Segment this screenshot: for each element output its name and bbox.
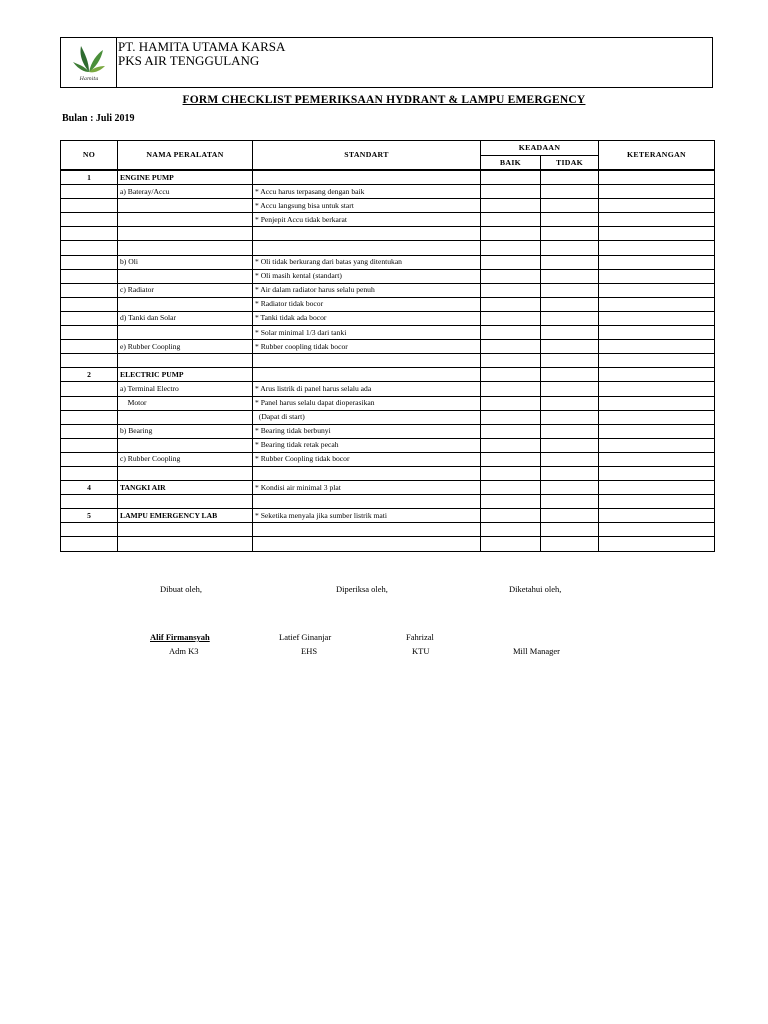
cell-nama-peralatan (118, 241, 253, 255)
diperiksa-label: Diperiksa oleh, (336, 584, 388, 594)
header-baik: BAIK (481, 156, 541, 171)
cell-no (61, 466, 118, 480)
cell-keterangan (599, 452, 715, 466)
cell-baik (481, 297, 541, 311)
cell-standart (253, 523, 481, 537)
company-site: PKS AIR TENGGULANG (118, 53, 260, 68)
cell-keterangan (599, 481, 715, 495)
cell-nama-peralatan: b) Bearing (118, 424, 253, 438)
cell-no (61, 537, 118, 551)
cell-tidak (541, 283, 599, 297)
cell-no (61, 523, 118, 537)
cell-tidak (541, 410, 599, 424)
cell-no (61, 396, 118, 410)
cell-baik (481, 241, 541, 255)
cell-nama-peralatan (118, 537, 253, 551)
cell-nama-peralatan: ELECTRIC PUMP (118, 368, 253, 382)
cell-standart (253, 227, 481, 241)
header-standart: STANDART (253, 141, 481, 171)
header-nama-peralatan: NAMA PERALATAN (118, 141, 253, 171)
cell-tidak (541, 269, 599, 283)
cell-baik (481, 466, 541, 480)
cell-keterangan (599, 311, 715, 325)
table-row (61, 452, 715, 466)
cell-no: 5 (61, 509, 118, 523)
cell-nama-peralatan (118, 213, 253, 227)
cell-keterangan (599, 283, 715, 297)
cell-tidak (541, 354, 599, 368)
cell-tidak (541, 523, 599, 537)
cell-tidak (541, 382, 599, 396)
month-label: Bulan : Juli 2019 (62, 113, 135, 124)
table-row (61, 340, 715, 354)
cell-no (61, 326, 118, 340)
cell-nama-peralatan: e) Rubber Coopling (118, 340, 253, 354)
cell-baik (481, 340, 541, 354)
cell-standart: * Rubber Coopling tidak bocor (253, 452, 481, 466)
table-row (61, 255, 715, 269)
cell-tidak (541, 326, 599, 340)
table-row (61, 495, 715, 509)
cell-tidak (541, 537, 599, 551)
cell-tidak (541, 213, 599, 227)
table-row (61, 269, 715, 283)
cell-baik (481, 170, 541, 185)
cell-keterangan (599, 523, 715, 537)
cell-nama-peralatan: Motor (118, 396, 253, 410)
cell-baik (481, 368, 541, 382)
signer-role-4: Mill Manager (513, 646, 560, 656)
cell-standart (253, 466, 481, 480)
cell-nama-peralatan (118, 297, 253, 311)
table-row (61, 227, 715, 241)
cell-baik (481, 255, 541, 269)
header-tidak: TIDAK (541, 156, 599, 171)
cell-no (61, 199, 118, 213)
table-row (61, 185, 715, 199)
cell-keterangan (599, 269, 715, 283)
cell-no (61, 213, 118, 227)
cell-nama-peralatan: d) Tanki dan Solar (118, 311, 253, 325)
cell-no (61, 495, 118, 509)
signer-role-1: Adm K3 (169, 646, 199, 656)
cell-standart (253, 537, 481, 551)
cell-no: 4 (61, 481, 118, 495)
cell-keterangan (599, 466, 715, 480)
cell-tidak (541, 227, 599, 241)
cell-standart (253, 368, 481, 382)
cell-standart: * Penjepit Accu tidak berkarat (253, 213, 481, 227)
cell-keterangan (599, 495, 715, 509)
cell-no (61, 382, 118, 396)
cell-keterangan (599, 396, 715, 410)
cell-standart: * Bearing tidak berbunyi (253, 424, 481, 438)
cell-tidak (541, 199, 599, 213)
cell-keterangan (599, 213, 715, 227)
table-row (61, 509, 715, 523)
cell-keterangan (599, 170, 715, 185)
cell-standart (253, 170, 481, 185)
cell-baik (481, 410, 541, 424)
cell-keterangan (599, 241, 715, 255)
signer-name-2: Latief Ginanjar (279, 632, 332, 642)
cell-keterangan (599, 368, 715, 382)
cell-tidak (541, 452, 599, 466)
cell-no (61, 283, 118, 297)
cell-keterangan (599, 438, 715, 452)
company-name: PT. HAMITA UTAMA KARSA (118, 39, 286, 54)
cell-standart (253, 241, 481, 255)
cell-standart: * Rubber coopling tidak bocor (253, 340, 481, 354)
logo-wordmark: Hamita (79, 76, 99, 82)
cell-tidak (541, 368, 599, 382)
cell-tidak (541, 424, 599, 438)
cell-nama-peralatan (118, 199, 253, 213)
cell-standart (253, 495, 481, 509)
cell-no (61, 340, 118, 354)
cell-standart: (Dapat di start) (253, 410, 481, 424)
form-title: FORM CHECKLIST PEMERIKSAAN HYDRANT & LAMPU EMERGENCY (182, 94, 586, 106)
cell-tidak (541, 438, 599, 452)
cell-baik (481, 509, 541, 523)
table-row (61, 283, 715, 297)
table-row (61, 424, 715, 438)
table-row (61, 326, 715, 340)
table-row (61, 438, 715, 452)
cell-tidak (541, 170, 599, 185)
table-row (61, 396, 715, 410)
cell-baik (481, 452, 541, 466)
cell-nama-peralatan (118, 466, 253, 480)
signer-name-1: Alif Firmansyah (150, 632, 210, 642)
cell-keterangan (599, 185, 715, 199)
cell-standart: * Solar minimal 1/3 dari tanki (253, 326, 481, 340)
table-row (61, 382, 715, 396)
cell-standart: * Tanki tidak ada bocor (253, 311, 481, 325)
cell-baik (481, 481, 541, 495)
signer-role-3: KTU (412, 646, 430, 656)
cell-standart: * Radiator tidak bocor (253, 297, 481, 311)
cell-tidak (541, 311, 599, 325)
cell-no (61, 227, 118, 241)
table-row (61, 537, 715, 551)
cell-standart: * Oli tidak berkurang dari batas yang ditentukan (253, 255, 481, 269)
cell-no (61, 269, 118, 283)
cell-tidak (541, 241, 599, 255)
diketahui-label: Diketahui oleh, (509, 584, 562, 594)
cell-baik (481, 269, 541, 283)
cell-baik (481, 283, 541, 297)
cell-nama-peralatan (118, 326, 253, 340)
cell-standart (253, 354, 481, 368)
cell-no (61, 452, 118, 466)
cell-nama-peralatan: ENGINE PUMP (118, 170, 253, 185)
cell-baik (481, 185, 541, 199)
cell-keterangan (599, 509, 715, 523)
cell-standart: * Accu langsung bisa untuk start (253, 199, 481, 213)
cell-standart: * Kondisi air minimal 3 plat (253, 481, 481, 495)
cell-nama-peralatan (118, 227, 253, 241)
cell-baik (481, 354, 541, 368)
cell-standart: * Bearing tidak retak pecah (253, 438, 481, 452)
cell-no (61, 241, 118, 255)
cell-keterangan (599, 199, 715, 213)
cell-no (61, 311, 118, 325)
cell-baik (481, 326, 541, 340)
cell-nama-peralatan: b) Oli (118, 255, 253, 269)
checklist-body (61, 170, 715, 551)
cell-no: 2 (61, 368, 118, 382)
cell-baik (481, 311, 541, 325)
cell-standart: * Seketika menyala jika sumber listrik mati (253, 509, 481, 523)
cell-tidak (541, 495, 599, 509)
cell-no (61, 255, 118, 269)
cell-nama-peralatan (118, 495, 253, 509)
cell-keterangan (599, 326, 715, 340)
table-row (61, 241, 715, 255)
table-row (61, 311, 715, 325)
cell-keterangan (599, 424, 715, 438)
cell-baik (481, 199, 541, 213)
signer-name-3: Fahrizal (406, 632, 434, 642)
table-row (61, 297, 715, 311)
cell-keterangan (599, 227, 715, 241)
cell-keterangan (599, 537, 715, 551)
cell-nama-peralatan: LAMPU EMERGENCY LAB (118, 509, 253, 523)
cell-nama-peralatan: a) Terminal Electro (118, 382, 253, 396)
cell-baik (481, 537, 541, 551)
cell-nama-peralatan (118, 438, 253, 452)
cell-no (61, 297, 118, 311)
table-row (61, 354, 715, 368)
cell-no (61, 185, 118, 199)
cell-tidak (541, 396, 599, 410)
cell-keterangan (599, 340, 715, 354)
signer-role-2: EHS (301, 646, 318, 656)
cell-standart: * Oli masih kental (standart) (253, 269, 481, 283)
checklist-table (60, 140, 715, 552)
cell-nama-peralatan: c) Radiator (118, 283, 253, 297)
cell-nama-peralatan: a) Bateray/Accu (118, 185, 253, 199)
cell-nama-peralatan (118, 354, 253, 368)
cell-keterangan (599, 382, 715, 396)
cell-tidak (541, 466, 599, 480)
cell-nama-peralatan (118, 269, 253, 283)
table-row (61, 170, 715, 185)
cell-standart: * Air dalam radiator harus selalu penuh (253, 283, 481, 297)
header-no: NO (61, 141, 118, 171)
cell-standart: * Panel harus selalu dapat dioperasikan (253, 396, 481, 410)
cell-baik (481, 424, 541, 438)
cell-nama-peralatan: TANGKI AIR (118, 481, 253, 495)
cell-tidak (541, 255, 599, 269)
cell-keterangan (599, 297, 715, 311)
cell-baik (481, 396, 541, 410)
cell-tidak (541, 481, 599, 495)
header-keadaan: KEADAAN (481, 141, 599, 156)
table-row (61, 368, 715, 382)
leaf-logo-icon (69, 42, 109, 84)
cell-no (61, 424, 118, 438)
company-name-block (118, 40, 285, 68)
cell-no (61, 354, 118, 368)
company-logo (61, 38, 117, 87)
cell-no (61, 438, 118, 452)
cell-nama-peralatan (118, 523, 253, 537)
cell-no (61, 410, 118, 424)
cell-tidak (541, 340, 599, 354)
cell-keterangan (599, 410, 715, 424)
table-row (61, 410, 715, 424)
cell-tidak (541, 185, 599, 199)
cell-tidak (541, 297, 599, 311)
cell-baik (481, 227, 541, 241)
cell-baik (481, 213, 541, 227)
table-row (61, 466, 715, 480)
dibuat-label: Dibuat oleh, (160, 584, 203, 594)
cell-nama-peralatan: c) Rubber Coopling (118, 452, 253, 466)
cell-standart: * Arus listrik di panel harus selalu ada (253, 382, 481, 396)
cell-baik (481, 382, 541, 396)
cell-keterangan (599, 354, 715, 368)
cell-no: 1 (61, 170, 118, 185)
cell-keterangan (599, 255, 715, 269)
header-keterangan: KETERANGAN (599, 141, 715, 171)
table-row (61, 481, 715, 495)
table-row (61, 523, 715, 537)
cell-baik (481, 438, 541, 452)
table-row (61, 213, 715, 227)
cell-standart: * Accu harus terpasang dengan baik (253, 185, 481, 199)
cell-baik (481, 523, 541, 537)
table-row (61, 199, 715, 213)
cell-nama-peralatan (118, 410, 253, 424)
cell-baik (481, 495, 541, 509)
cell-tidak (541, 509, 599, 523)
